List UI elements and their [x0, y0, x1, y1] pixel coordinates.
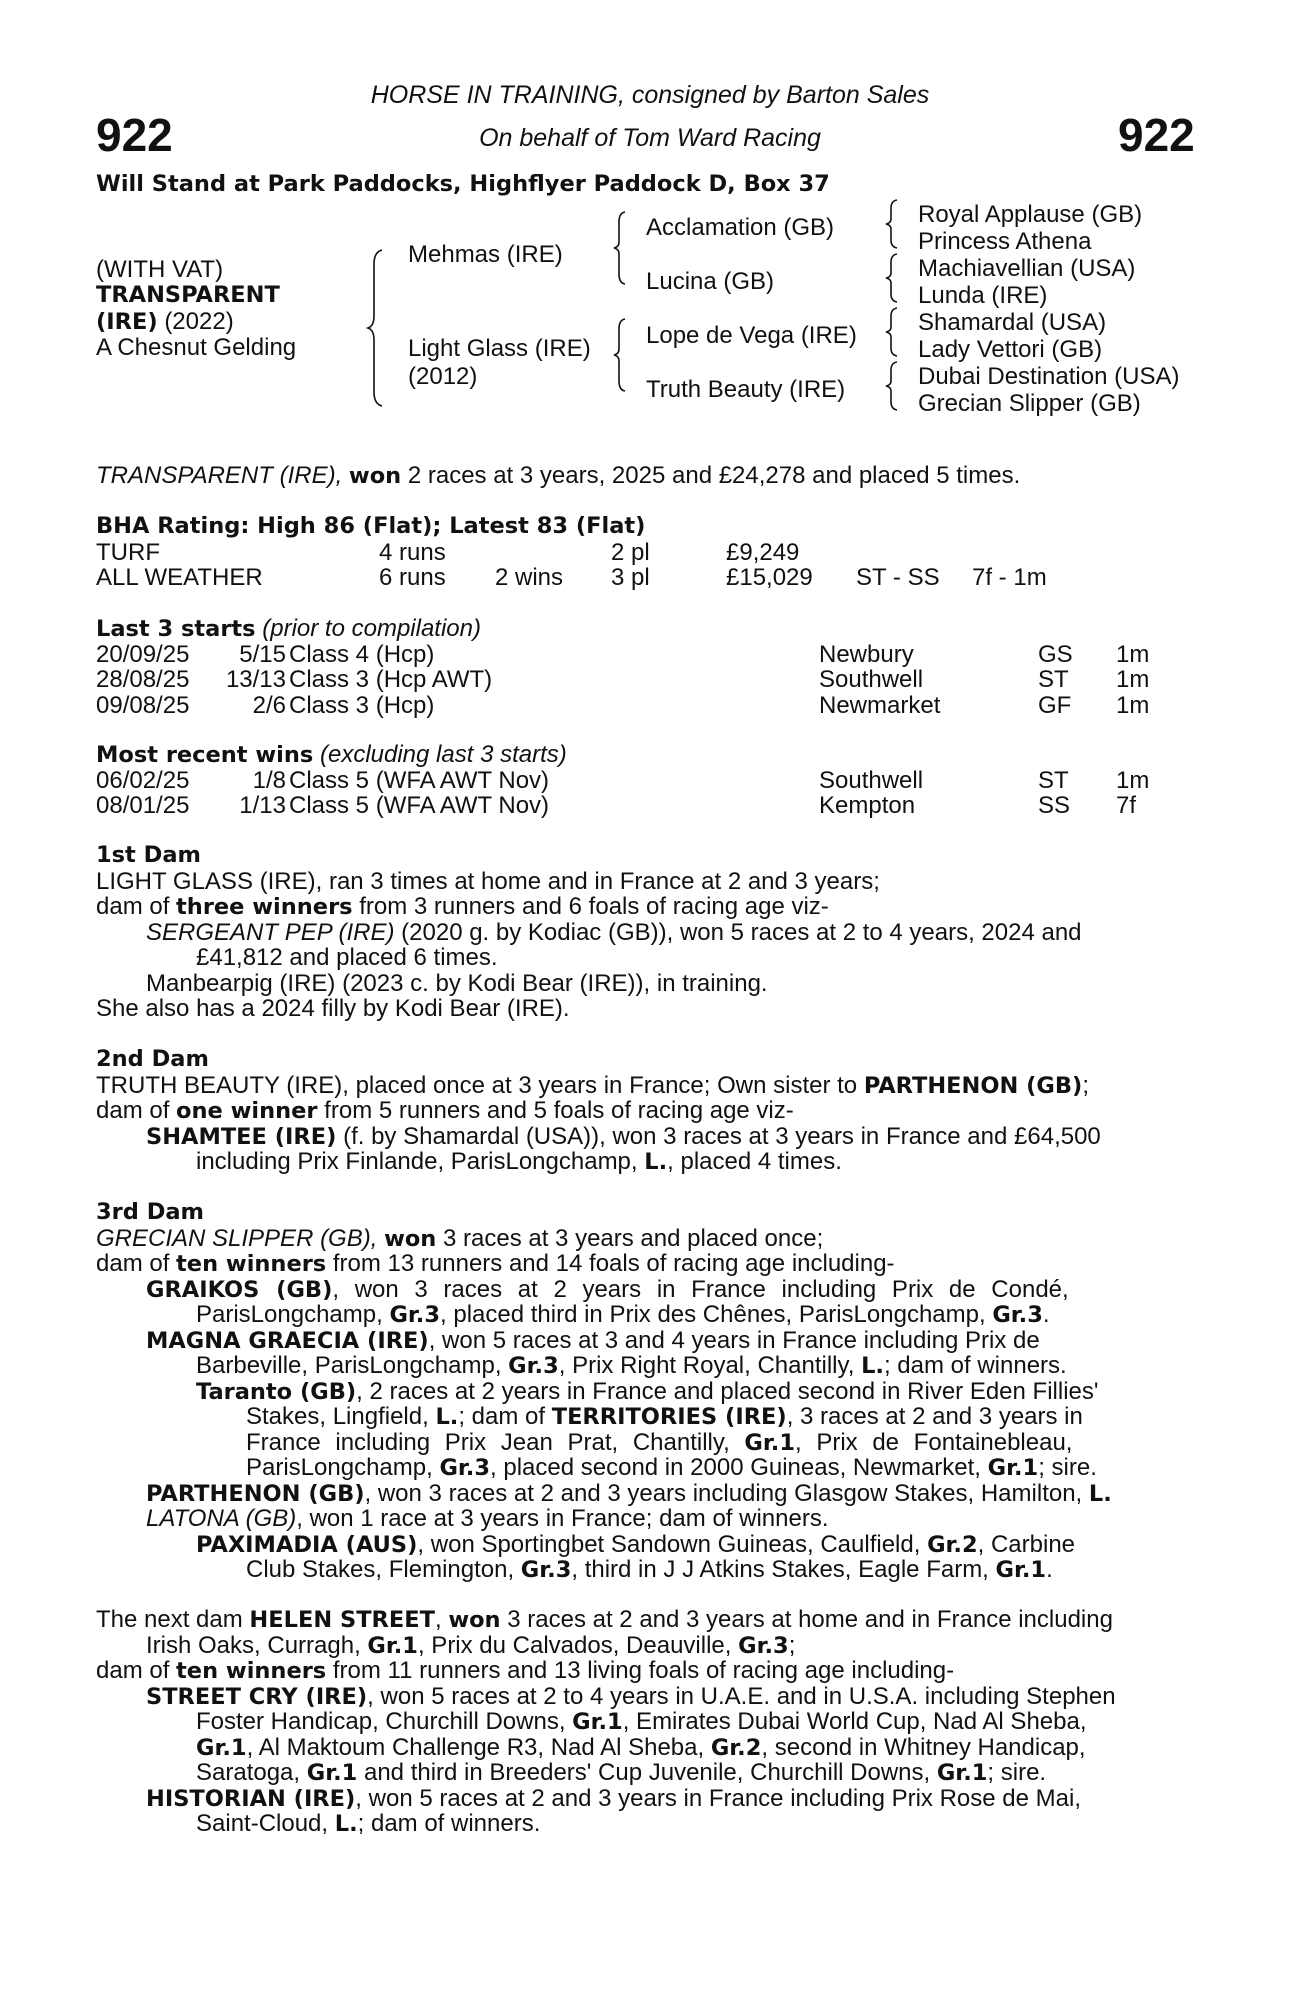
- first-dam-progeny-1: SERGEANT PEP (IRE) (2020 g. by Kodiac (GB)), won 5 races at 2 to 4 years, 2024 and: [146, 918, 1082, 946]
- on-behalf-line: On behalf of Tom Ward Racing: [479, 124, 821, 152]
- pedigree-brace-sd: [884, 252, 900, 304]
- last-starts-heading: Last 3 starts (prior to compilation): [96, 615, 481, 642]
- next-dam-produce-line: dam of ten winners from 11 runners and 13 living foals of racing age including-: [96, 1657, 955, 1684]
- pedigree-brace-main: [366, 248, 386, 408]
- pedigree-brace-ds: [884, 306, 900, 358]
- rating-heading: BHA Rating: High 86 (Flat); Latest 83 (Flat): [96, 513, 646, 539]
- pedigree-ddd: Grecian Slipper (GB): [918, 390, 1141, 417]
- graikos-line: GRAIKOS (GB), won 3 races at 2 years in France including Prix de Condé,: [146, 1275, 1069, 1303]
- last-start-row: 28/08/25 13/13 Class 3 (Hcp AWT) Southwell ST 1m: [96, 666, 1150, 693]
- stand-location: Will Stand at Park Paddocks, Highflyer Paddock D, Box 37: [96, 171, 830, 197]
- second-dam-produce-line: dam of one winner from 5 runners and 5 foals of racing age viz-: [96, 1097, 794, 1124]
- pedigree-sire-dam: Lucina (GB): [646, 268, 775, 295]
- taranto-line-2: Stakes, Lingfield, L.; dam of TERRITORIES (IRE), 3 races at 2 and 3 years in: [246, 1403, 1083, 1430]
- graikos-line-cont: ParisLongchamp, Gr.3, placed third in Prix des Chênes, ParisLongchamp, Gr.3.: [196, 1301, 1050, 1328]
- recent-win-row: 06/02/25 1/8 Class 5 (WFA AWT Nov) Southwell ST 1m: [96, 766, 1150, 794]
- recent-wins-section: [96, 742, 1206, 819]
- rating-section: [96, 514, 1206, 591]
- lot-number-right: 922: [1118, 109, 1195, 161]
- pedigree-brace-dd: [884, 360, 900, 412]
- next-dam-section: [96, 1607, 1206, 1837]
- first-dam-line: LIGHT GLASS (IRE), ran 3 times at home and in France at 2 and 3 years;: [96, 867, 880, 895]
- pedigree-ssd: Princess Athena: [918, 228, 1092, 255]
- pedigree-brace-sire: [612, 210, 628, 286]
- second-dam-progeny-1: SHAMTEE (IRE) (f. by Shamardal (USA)), won 3 races at 3 years in France and £64,500: [146, 1122, 1101, 1150]
- paximadia-line: PAXIMADIA (AUS), won Sportingbet Sandown Guineas, Caulfield, Gr.2, Carbine: [196, 1530, 1076, 1558]
- pedigree-brace-dam: [612, 317, 628, 393]
- lot-number-left: 922: [96, 109, 173, 161]
- horse-name: TRANSPARENT: [96, 282, 280, 308]
- pedigree-dds: Dubai Destination (USA): [918, 363, 1180, 390]
- taranto-line-3: France including Prix Jean Prat, Chantilly, Gr.1, Prix de Fontainebleau,: [246, 1428, 1073, 1456]
- vat-note: (WITH VAT): [96, 256, 224, 283]
- pedigree-brace-ss: [884, 198, 900, 250]
- rating-row-turf: TURF 4 runs 2 pl £9,249: [96, 538, 800, 566]
- first-dam-progeny-1-cont: £41,812 and placed 6 times.: [196, 944, 498, 971]
- first-dam-section: [96, 843, 1206, 1022]
- street-cry-line-2: Foster Handicap, Churchill Downs, Gr.1, Emirates Dubai World Cup, Nad Al Sheba,: [196, 1708, 1087, 1735]
- pedigree-dss: Shamardal (USA): [918, 309, 1107, 336]
- street-cry-line-3: Gr.1, Al Maktoum Challenge R3, Nad Al Sheba, Gr.2, second in Whitney Handicap,: [196, 1733, 1086, 1761]
- first-dam-produce-line: dam of three winners from 3 runners and 6 foals of racing age viz-: [96, 893, 829, 920]
- second-dam-heading: 2nd Dam: [96, 1046, 209, 1072]
- recent-win-row: 08/01/25 1/13 Class 5 (WFA AWT Nov) Kempton SS 7f: [96, 792, 1137, 819]
- consignment-line: HORSE IN TRAINING, consigned by Barton Sales: [370, 81, 930, 109]
- pedigree-sire-sire: Acclamation (GB): [646, 214, 835, 241]
- latona-line: LATONA (GB), won 1 race at 3 years in France; dam of winners.: [146, 1505, 829, 1532]
- historian-line-cont: Saint-Cloud, L.; dam of winners.: [196, 1810, 541, 1837]
- second-dam-section: [96, 1047, 1206, 1175]
- pedigree-dam-year: (2012): [408, 363, 478, 390]
- street-cry-line-4: Saratoga, Gr.1 and third in Breeders' Cup Juvenile, Churchill Downs, Gr.1; sire.: [196, 1759, 1047, 1786]
- street-cry-line: STREET CRY (IRE), won 5 races at 2 to 4 years in U.A.E. and in U.S.A. including Stephen: [146, 1682, 1116, 1710]
- race-summary: TRANSPARENT (IRE), won 2 races at 3 years, 2025 and £24,278 and placed 5 times.: [96, 462, 1021, 489]
- pedigree-sire: Mehmas (IRE): [408, 241, 563, 268]
- third-dam-heading: 3rd Dam: [96, 1199, 204, 1225]
- pedigree-dam: Light Glass (IRE): [408, 335, 591, 362]
- next-dam-line: The next dam HELEN STREET, won 3 races at 2 and 3 years at home and in France including: [96, 1606, 1113, 1633]
- pedigree-sdd: Lunda (IRE): [918, 282, 1048, 309]
- horse-description: A Chesnut Gelding: [96, 334, 297, 361]
- first-dam-note: She also has a 2024 filly by Kodi Bear (IRE).: [96, 995, 570, 1022]
- historian-line: HISTORIAN (IRE), won 5 races at 2 and 3 years in France including Prix Rose de Mai,: [146, 1784, 1081, 1812]
- paximadia-line-cont: Club Stakes, Flemington, Gr.3, third in J J Atkins Stakes, Eagle Farm, Gr.1.: [246, 1556, 1053, 1583]
- taranto-line-4: ParisLongchamp, Gr.3, placed second in 2000 Guineas, Newmarket, Gr.1; sire.: [246, 1454, 1097, 1481]
- magna-line-cont: Barbeville, ParisLongchamp, Gr.3, Prix Right Royal, Chantilly, L.; dam of winners.: [196, 1352, 1067, 1379]
- third-dam-line: GRECIAN SLIPPER (GB), won 3 races at 3 years and placed once;: [96, 1224, 824, 1252]
- second-dam-progeny-1-cont: including Prix Finlande, ParisLongchamp, L., placed 4 times.: [196, 1148, 842, 1175]
- magna-line: MAGNA GRAECIA (IRE), won 5 races at 3 and 4 years in France including Prix de: [146, 1326, 1040, 1354]
- recent-wins-heading: Most recent wins (excluding last 3 starts): [96, 741, 567, 768]
- last-starts-section: [96, 616, 1206, 718]
- pedigree-dam-dam: Truth Beauty (IRE): [646, 376, 846, 403]
- taranto-line: Taranto (GB), 2 races at 2 years in France and placed second in River Eden Fillies': [196, 1377, 1099, 1405]
- pedigree-dam-sire: Lope de Vega (IRE): [646, 322, 857, 349]
- parthenon-line: PARTHENON (GB), won 3 races at 2 and 3 years including Glasgow Stakes, Hamilton, L.: [146, 1479, 1112, 1507]
- second-dam-line: TRUTH BEAUTY (IRE), placed once at 3 years in France; Own sister to PARTHENON (GB);: [96, 1071, 1089, 1099]
- pedigree-sss: Royal Applause (GB): [918, 201, 1143, 228]
- pedigree-sds: Machiavellian (USA): [918, 255, 1136, 282]
- horse-country-year: (IRE) (2022): [96, 308, 234, 335]
- pedigree-dsd: Lady Vettori (GB): [918, 336, 1103, 363]
- next-dam-line-2: Irish Oaks, Curragh, Gr.1, Prix du Calvados, Deauville, Gr.3;: [146, 1631, 796, 1659]
- third-dam-produce-line: dam of ten winners from 13 runners and 14 foals of racing age including-: [96, 1250, 895, 1277]
- first-dam-progeny-2: Manbearpig (IRE) (2023 c. by Kodi Bear (IRE)), in training.: [146, 969, 768, 997]
- rating-row-aw: ALL WEATHER 6 runs 2 wins 3 pl £15,029 ST - SS 7f - 1m: [96, 564, 1047, 591]
- last-start-row: 09/08/25 2/6 Class 3 (Hcp) Newmarket GF 1m: [96, 691, 1150, 719]
- first-dam-heading: 1st Dam: [96, 842, 201, 868]
- last-start-row: 20/09/25 5/15 Class 4 (Hcp) Newbury GS 1m: [96, 640, 1150, 668]
- third-dam-section: [96, 1200, 1206, 1583]
